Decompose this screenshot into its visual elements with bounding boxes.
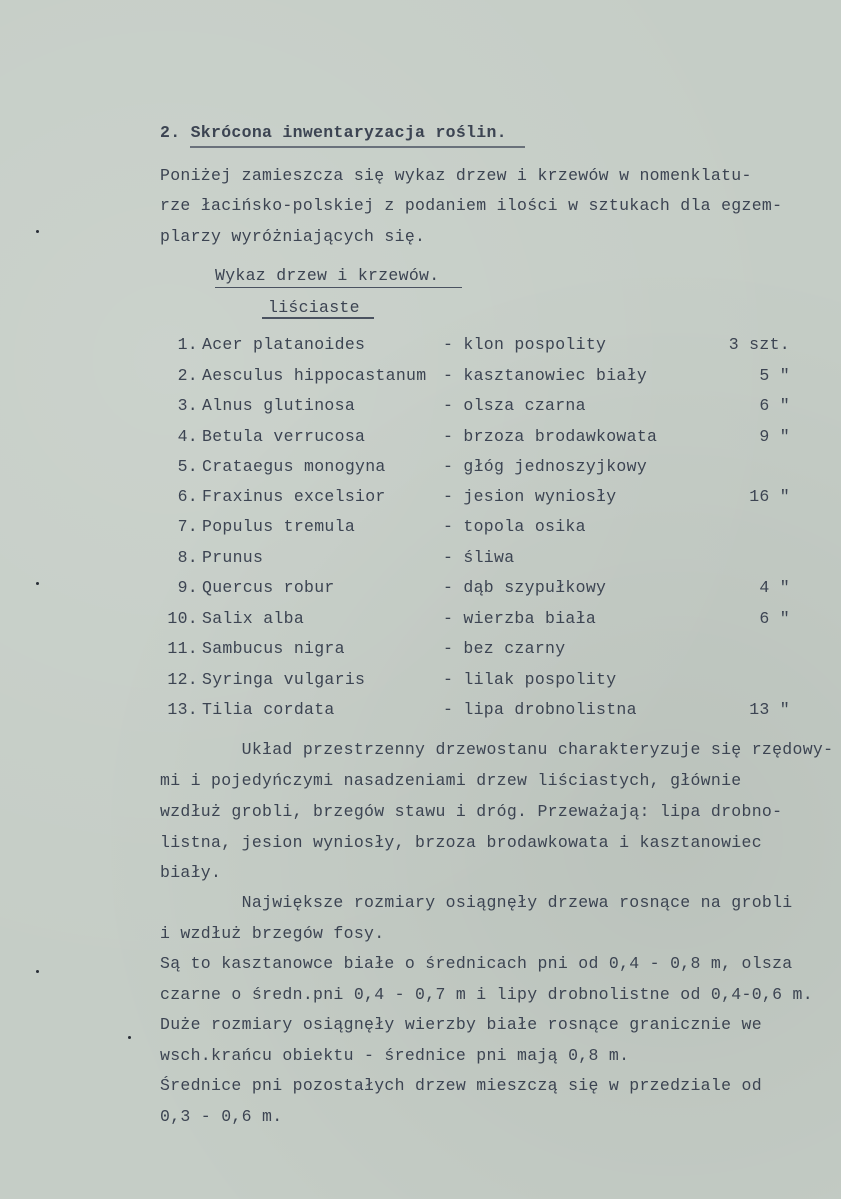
species-polish: - dąb szypułkowy — [443, 578, 607, 597]
body-line: 0,3 - 0,6 m. — [160, 1107, 283, 1126]
species-latin: Quercus robur — [202, 578, 335, 597]
species-polish: - jesion wyniosły — [443, 487, 617, 506]
body-line: wsch.krańcu obiektu - średnice pni mają 0,8 m. — [160, 1046, 630, 1065]
species-polish: - kasztanowiec biały — [443, 366, 648, 385]
species-latin: Syringa vulgaris — [202, 670, 366, 689]
species-number: 4. — [177, 427, 198, 446]
margin-speck — [128, 1036, 131, 1039]
body-line: Są to kasztanowce białe o średnicach pni od 0,4 - 0,8 m, olsza — [160, 954, 793, 973]
body-line: czarne o średn.pni 0,4 - 0,7 m i lipy drobnolistne od 0,4-0,6 m. — [160, 985, 813, 1004]
body-line: Duże rozmiary osiągnęły wierzby białe rosnące granicznie we — [160, 1015, 762, 1034]
species-number: 8. — [177, 548, 198, 567]
body-line: listna, jesion wyniosły, brzoza brodawkowata i kasztanowiec — [160, 833, 762, 852]
body-line: biały. — [160, 863, 222, 882]
species-polish: - śliwa — [443, 548, 515, 567]
body-line: wzdłuż grobli, brzegów stawu i dróg. Przeważają: lipa drobno- — [160, 802, 783, 821]
species-polish: - głóg jednoszyjkowy — [443, 457, 648, 476]
species-latin: Crataegus monogyna — [202, 457, 386, 476]
margin-speck — [36, 970, 39, 973]
species-number: 2. — [177, 366, 198, 385]
species-quantity: 6 " — [759, 609, 790, 628]
species-number: 1. — [177, 335, 198, 354]
title-underline — [190, 146, 525, 148]
species-number: 9. — [177, 578, 198, 597]
body-line: Średnice pni pozostałych drzew mieszczą się w przedziale od — [160, 1076, 762, 1095]
species-row — [0, 578, 790, 598]
species-number: 7. — [177, 517, 198, 536]
species-number: 10. — [167, 609, 198, 628]
species-quantity: 16 " — [749, 487, 790, 506]
species-quantity: 4 " — [759, 578, 790, 597]
body-line: Układ przestrzenny drzewostanu charakteryzuje się rzędowy- — [160, 740, 834, 759]
species-quantity: 13 " — [749, 700, 790, 719]
list-heading: Wykaz drzew i krzewów. — [215, 266, 440, 285]
body-line: Największe rozmiary osiągnęły drzewa rosnące na grobli — [160, 893, 793, 912]
species-polish: - wierzba biała — [443, 609, 597, 628]
intro-line: plarzy wyróżniających się. — [160, 227, 426, 246]
species-polish: - lilak pospolity — [443, 670, 617, 689]
species-row — [0, 335, 790, 355]
species-row — [0, 517, 586, 537]
section-title: 2. Skrócona inwentaryzacja roślin. — [160, 123, 507, 142]
margin-speck — [36, 582, 39, 585]
species-row — [0, 427, 790, 447]
species-latin: Tilia cordata — [202, 700, 335, 719]
species-polish: - lipa drobnolistna — [443, 700, 637, 719]
intro-line: Poniżej zamieszcza się wykaz drzew i krzewów w nomenklatu- — [160, 166, 752, 185]
species-number: 5. — [177, 457, 198, 476]
body-line: i wzdłuż brzegów fosy. — [160, 924, 385, 943]
species-number: 12. — [167, 670, 198, 689]
species-latin: Acer platanoides — [202, 335, 366, 354]
species-number: 3. — [177, 396, 198, 415]
species-number: 6. — [177, 487, 198, 506]
margin-speck — [36, 230, 39, 233]
species-polish: - topola osika — [443, 517, 586, 536]
species-row — [0, 487, 790, 507]
species-number: 13. — [167, 700, 198, 719]
species-polish: - klon pospolity — [443, 335, 607, 354]
species-quantity: 9 " — [759, 427, 790, 446]
species-latin: Populus tremula — [202, 517, 356, 536]
species-quantity: 6 " — [759, 396, 790, 415]
species-polish: - brzoza brodawkowata — [443, 427, 658, 446]
species-latin: Sambucus nigra — [202, 639, 345, 658]
species-latin: Fraxinus excelsior — [202, 487, 386, 506]
species-row — [0, 396, 790, 416]
species-row — [0, 609, 790, 629]
species-latin: Aesculus hippocastanum — [202, 366, 427, 385]
species-row — [0, 700, 790, 720]
list-heading-underline — [215, 287, 462, 288]
species-latin: Salix alba — [202, 609, 305, 628]
species-row — [0, 670, 617, 690]
intro-line: rze łacińsko-polskiej z podaniem ilości w sztukach dla egzem- — [160, 196, 783, 215]
species-polish: - olsza czarna — [443, 396, 586, 415]
species-row — [0, 639, 566, 659]
species-polish: - bez czarny — [443, 639, 566, 658]
list-subheading-underline — [262, 317, 374, 319]
species-row — [0, 457, 648, 477]
species-row — [0, 366, 790, 386]
species-number: 11. — [167, 639, 198, 658]
species-row — [0, 548, 515, 568]
body-line: mi i pojedyńczymi nasadzeniami drzew liściastych, głównie — [160, 771, 742, 790]
species-quantity: 3 szt. — [728, 335, 790, 354]
species-latin: Betula verrucosa — [202, 427, 366, 446]
species-latin: Alnus glutinosa — [202, 396, 356, 415]
species-quantity: 5 " — [759, 366, 790, 385]
list-subheading: liściaste — [268, 298, 360, 317]
species-latin: Prunus — [202, 548, 264, 567]
